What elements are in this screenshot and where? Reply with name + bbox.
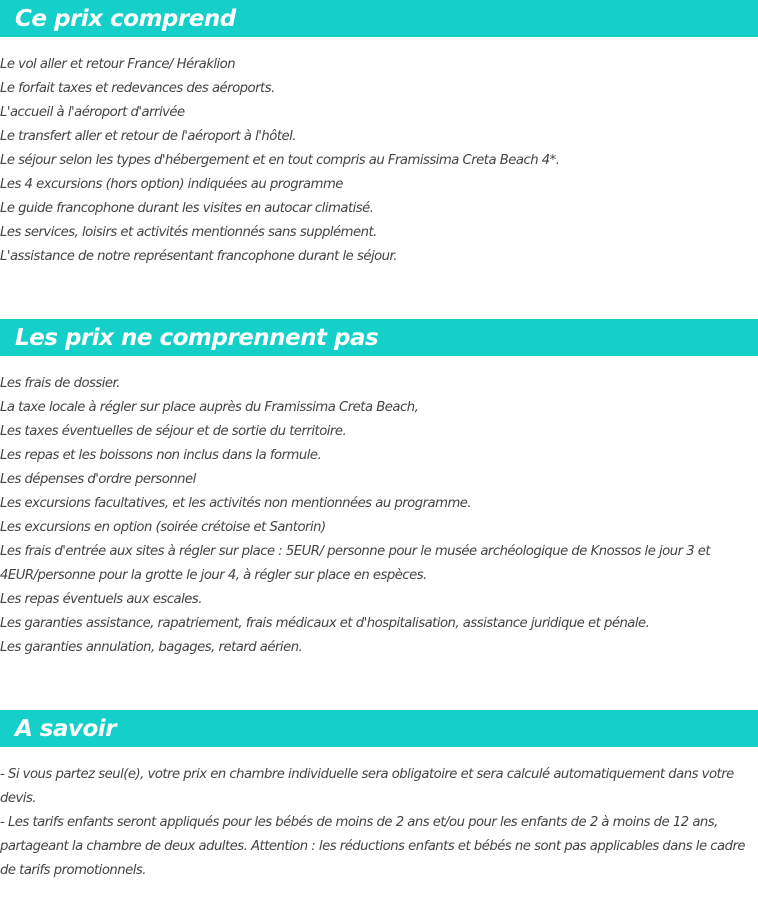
list-item: Les garanties annulation, bagages, retard aérien.: [0, 640, 303, 655]
item-list: [0, 747, 758, 883]
list-item: Les frais d'entrée aux sites à régler sur place : 5EUR/ personne pour le musée archéologique de Knossos le jour 3 et 4EUR/personne pour la grotte le jour 4, à régler sur place en espèces.: [0, 544, 711, 583]
list-item: - Les tarifs enfants seront appliqués pour les bébés de moins de 2 ans et/ou pour les enfants de 2 à moins de 12 ans, partageant la chambre de deux adultes. Attention : les réductions enfants et bébés ne sont pas applicables dans le cadre de tarifs promotionnels.: [0, 815, 746, 878]
section-title: Ce prix comprend: [15, 5, 236, 32]
list-item: Les repas éventuels aux escales.: [0, 592, 202, 607]
list-item: Les excursions en option (soirée crétoise et Santorin): [0, 520, 326, 535]
list-item: La taxe locale à régler sur place auprès du Framissima Creta Beach,: [0, 400, 419, 415]
section-title: Les prix ne comprennent pas: [15, 324, 379, 351]
section-header: [0, 0, 758, 37]
section-header: [0, 319, 758, 356]
list-item: Les garanties assistance, rapatriement, frais médicaux et d'hospitalisation, assistance juridique et pénale.: [0, 616, 650, 631]
section-price-excludes: [0, 319, 758, 660]
list-item: L'assistance de notre représentant francophone durant le séjour.: [0, 249, 397, 264]
list-item: Les dépenses d'ordre personnel: [0, 472, 196, 487]
list-item: L'accueil à l'aéroport d'arrivée: [0, 105, 185, 120]
list-item: Le forfait taxes et redevances des aéroports.: [0, 81, 275, 96]
list-item: Le guide francophone durant les visites en autocar climatisé.: [0, 201, 374, 216]
list-item: Les repas et les boissons non inclus dans la formule.: [0, 448, 322, 463]
list-item: Le séjour selon les types d'hébergement et en tout compris au Framissima Creta Beach 4*.: [0, 153, 560, 168]
section-good-to-know: [0, 710, 758, 883]
section-header: [0, 710, 758, 747]
list-item: Les services, loisirs et activités mentionnés sans supplément.: [0, 225, 377, 240]
item-list: [0, 37, 758, 269]
section-price-includes: [0, 0, 758, 269]
list-item: Les excursions facultatives, et les activités non mentionnées au programme.: [0, 496, 472, 511]
list-item: Le vol aller et retour France/ Héraklion: [0, 57, 236, 72]
list-item: Les frais de dossier.: [0, 376, 120, 391]
list-item: - Si vous partez seul(e), votre prix en chambre individuelle sera obligatoire et sera calculé automatiquement dans votre devis.: [0, 767, 734, 806]
list-item: Le transfert aller et retour de l'aéroport à l'hôtel.: [0, 129, 296, 144]
list-item: Les taxes éventuelles de séjour et de sortie du territoire.: [0, 424, 347, 439]
section-title: A savoir: [15, 715, 117, 742]
list-item: Les 4 excursions (hors option) indiquées au programme: [0, 177, 343, 192]
item-list: [0, 356, 758, 660]
